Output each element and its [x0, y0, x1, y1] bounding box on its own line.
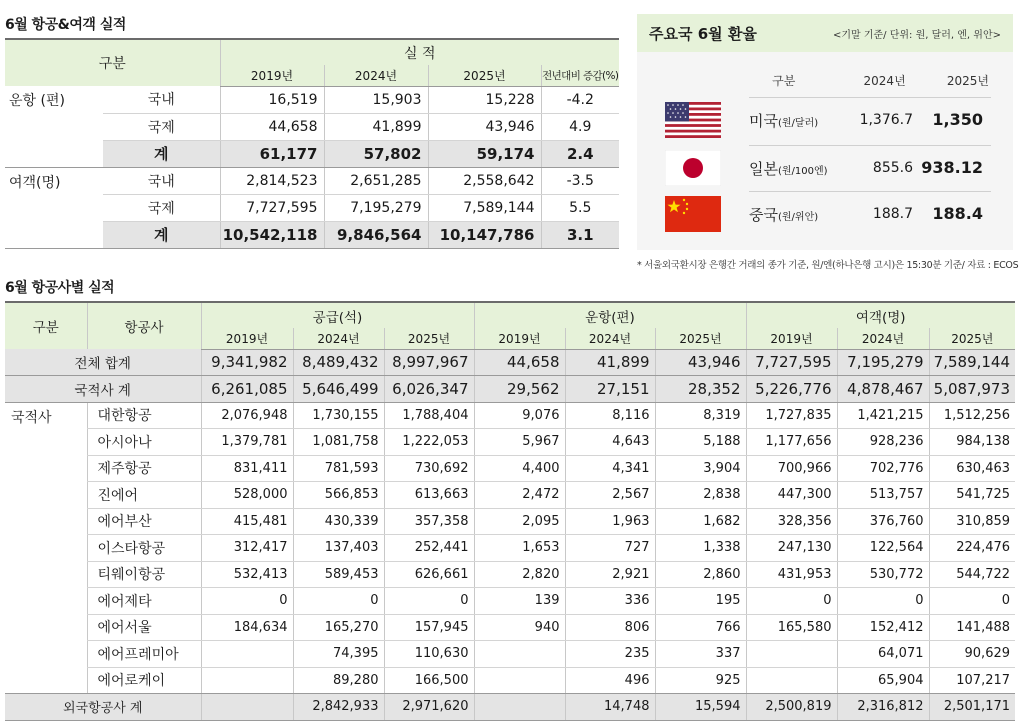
value-cell: 0	[929, 588, 1015, 615]
value-cell: 0	[201, 588, 293, 615]
value-cell: 152,412	[837, 614, 929, 641]
header2-year: 2024년	[837, 328, 929, 349]
value-2024: 57,802	[324, 140, 428, 167]
airline-row	[5, 482, 1015, 509]
value-cell: 415,481	[201, 508, 293, 535]
row-label: 국내	[103, 86, 220, 113]
value-2024: 15,903	[324, 86, 428, 113]
value-cell: 195	[655, 588, 746, 615]
value-cell: 41,899	[565, 349, 655, 376]
airline-results-table	[5, 301, 1015, 721]
header2-category: 구분	[5, 302, 87, 349]
exchange-rate-panel	[637, 14, 1013, 250]
fx-row-usa	[637, 98, 1013, 142]
airline-row	[5, 508, 1015, 535]
value-cell: 613,663	[384, 482, 474, 509]
value-2019: 44,658	[220, 113, 324, 140]
header-year-2025: 2025년	[428, 65, 541, 86]
airline-row	[5, 455, 1015, 482]
value-cell: 65,904	[837, 667, 929, 694]
value-cell: 0	[746, 588, 837, 615]
value-cell: 5,226,776	[746, 376, 837, 403]
value-2024: 7,195,279	[324, 194, 428, 221]
value-2019: 61,177	[220, 140, 324, 167]
fx-usa-2025: 1,350	[932, 110, 983, 129]
header-year-2024: 2024년	[324, 65, 428, 86]
header2-supply: 공급(석)	[201, 302, 474, 328]
value-cell: 1,682	[655, 508, 746, 535]
value-cell	[474, 667, 565, 694]
value-cell	[201, 641, 293, 668]
china-flag-icon	[665, 196, 721, 232]
value-cell: 5,188	[655, 429, 746, 456]
value-cell: 7,727,595	[746, 349, 837, 376]
value-cell: 1,338	[655, 535, 746, 562]
results-row	[5, 86, 619, 113]
value-cell: 247,130	[746, 535, 837, 562]
value-cell: 1,222,053	[384, 429, 474, 456]
value-cell: 727	[565, 535, 655, 562]
value-cell: 496	[565, 667, 655, 694]
value-cell: 224,476	[929, 535, 1015, 562]
value-change: 2.4	[541, 140, 619, 167]
value-cell: 28,352	[655, 376, 746, 403]
value-cell: 630,463	[929, 455, 1015, 482]
value-cell: 4,341	[565, 455, 655, 482]
value-cell: 252,441	[384, 535, 474, 562]
value-2025: 7,589,144	[428, 194, 541, 221]
airline-row	[5, 614, 1015, 641]
value-cell: 6,261,085	[201, 376, 293, 403]
section-title-monthly-results: 6월 항공&여객 실적	[5, 17, 126, 33]
fx-country-usa: 미국(원/달러)	[749, 112, 819, 130]
value-2025: 2,558,642	[428, 167, 541, 194]
group-label: 여객(명)	[5, 167, 103, 248]
value-cell: 44,658	[474, 349, 565, 376]
row-label: 외국항공사 계	[5, 694, 201, 721]
header2-year: 2025년	[655, 328, 746, 349]
value-cell: 1,963	[565, 508, 655, 535]
value-2025: 10,147,786	[428, 221, 541, 248]
value-cell: 27,151	[565, 376, 655, 403]
value-cell: 336	[565, 588, 655, 615]
value-cell: 2,095	[474, 508, 565, 535]
fx-row-china	[637, 192, 1013, 236]
airline-row	[5, 535, 1015, 562]
value-cell: 1,421,215	[837, 402, 929, 429]
value-2019: 7,727,595	[220, 194, 324, 221]
value-cell: 1,788,404	[384, 402, 474, 429]
value-cell: 2,567	[565, 482, 655, 509]
japan-flag-icon	[665, 150, 721, 186]
value-cell: 312,417	[201, 535, 293, 562]
fx-usa-2024: 1,376.7	[859, 112, 913, 128]
value-cell	[474, 641, 565, 668]
value-cell: 122,564	[837, 535, 929, 562]
value-cell: 157,945	[384, 614, 474, 641]
value-change: 3.1	[541, 221, 619, 248]
airline-name: 제주항공	[87, 455, 201, 482]
value-cell: 137,403	[293, 535, 384, 562]
value-change: -4.2	[541, 86, 619, 113]
value-cell: 2,860	[655, 561, 746, 588]
value-cell: 5,646,499	[293, 376, 384, 403]
value-cell: 2,921	[565, 561, 655, 588]
value-cell: 8,997,967	[384, 349, 474, 376]
value-cell: 626,661	[384, 561, 474, 588]
value-cell: 2,838	[655, 482, 746, 509]
fx-col-2024: 2024년	[863, 74, 906, 88]
fx-country-china: 중국(원/위안)	[749, 206, 819, 224]
header2-airline: 항공사	[87, 302, 201, 349]
value-cell: 4,643	[565, 429, 655, 456]
fx-japan-2025: 938.12	[921, 158, 983, 177]
value-cell: 0	[293, 588, 384, 615]
value-cell: 5,967	[474, 429, 565, 456]
value-cell: 8,319	[655, 402, 746, 429]
value-cell: 806	[565, 614, 655, 641]
airline-row	[5, 561, 1015, 588]
header2-year: 2025년	[929, 328, 1015, 349]
airline-name: 에어제타	[87, 588, 201, 615]
airline-row	[5, 641, 1015, 668]
row-label: 국제	[103, 113, 220, 140]
header2-year: 2019년	[474, 328, 565, 349]
value-cell: 235	[565, 641, 655, 668]
value-cell: 8,116	[565, 402, 655, 429]
header2-year: 2019년	[746, 328, 837, 349]
header-category: 구분	[5, 39, 220, 86]
value-2025: 43,946	[428, 113, 541, 140]
value-cell: 2,842,933	[293, 694, 384, 721]
value-change: -3.5	[541, 167, 619, 194]
fx-china-2025: 188.4	[932, 204, 983, 223]
exchange-rate-note: * 서울외국환시장 은행간 거래의 종가 기준, 원/엔(하나은행 고시)은 15:30분 기준/ 자료 : ECOS	[637, 260, 1019, 271]
row-label: 국내	[103, 167, 220, 194]
value-2025: 59,174	[428, 140, 541, 167]
value-cell: 1,512,256	[929, 402, 1015, 429]
fx-china-2024: 188.7	[872, 206, 913, 222]
fx-col-2025: 2025년	[946, 74, 989, 88]
value-2019: 16,519	[220, 86, 324, 113]
value-cell: 2,820	[474, 561, 565, 588]
value-cell: 5,087,973	[929, 376, 1015, 403]
value-cell: 532,413	[201, 561, 293, 588]
header-yoy-change: 전년대비 증감(%)	[541, 65, 619, 86]
value-cell: 166,500	[384, 667, 474, 694]
value-cell: 513,757	[837, 482, 929, 509]
value-cell: 566,853	[293, 482, 384, 509]
airline-row	[5, 588, 1015, 615]
value-cell: 6,026,347	[384, 376, 474, 403]
airline-name: 에어로케이	[87, 667, 201, 694]
value-cell: 766	[655, 614, 746, 641]
value-cell: 15,594	[655, 694, 746, 721]
value-cell: 29,562	[474, 376, 565, 403]
value-change: 4.9	[541, 113, 619, 140]
value-cell: 530,772	[837, 561, 929, 588]
value-cell: 165,270	[293, 614, 384, 641]
value-cell: 589,453	[293, 561, 384, 588]
value-cell	[474, 694, 565, 721]
value-cell: 544,722	[929, 561, 1015, 588]
value-cell: 528,000	[201, 482, 293, 509]
value-cell: 357,358	[384, 508, 474, 535]
value-change: 5.5	[541, 194, 619, 221]
exchange-rate-title: 주요국 6월 환율	[649, 24, 757, 43]
value-cell: 2,472	[474, 482, 565, 509]
group-label: 운항 (편)	[5, 86, 103, 167]
us-flag-icon	[665, 102, 721, 138]
airline-name: 아시아나	[87, 429, 201, 456]
domestic-total-row	[5, 376, 1015, 403]
flight-passenger-results-table	[5, 38, 619, 249]
value-cell	[746, 641, 837, 668]
value-cell: 700,966	[746, 455, 837, 482]
value-2024: 41,899	[324, 113, 428, 140]
value-2024: 9,846,564	[324, 221, 428, 248]
row-label: 계	[103, 140, 220, 167]
value-cell: 984,138	[929, 429, 1015, 456]
value-cell: 541,725	[929, 482, 1015, 509]
value-cell: 3,904	[655, 455, 746, 482]
exchange-rate-columns	[749, 72, 989, 89]
header2-year: 2019년	[201, 328, 293, 349]
airline-name: 에어부산	[87, 508, 201, 535]
value-cell: 376,760	[837, 508, 929, 535]
fx-country-japan: 일본(원/100엔)	[749, 160, 828, 178]
section-title-airline-results: 6월 항공사별 실적	[5, 280, 115, 296]
value-cell: 0	[384, 588, 474, 615]
value-2025: 15,228	[428, 86, 541, 113]
value-cell: 928,236	[837, 429, 929, 456]
value-cell: 328,356	[746, 508, 837, 535]
value-cell: 2,076,948	[201, 402, 293, 429]
header2-year: 2025년	[384, 328, 474, 349]
value-cell: 730,692	[384, 455, 474, 482]
value-cell: 447,300	[746, 482, 837, 509]
header-year-2019: 2019년	[220, 65, 324, 86]
value-cell: 1,653	[474, 535, 565, 562]
value-cell: 74,395	[293, 641, 384, 668]
value-cell: 8,489,432	[293, 349, 384, 376]
value-cell: 184,634	[201, 614, 293, 641]
value-cell: 337	[655, 641, 746, 668]
fx-row-japan	[637, 146, 1013, 190]
value-cell	[201, 694, 293, 721]
header2-passengers: 여객(명)	[746, 302, 1015, 328]
value-cell: 7,589,144	[929, 349, 1015, 376]
airline-name: 진에어	[87, 482, 201, 509]
value-cell: 7,195,279	[837, 349, 929, 376]
value-cell: 1,081,758	[293, 429, 384, 456]
value-cell: 1,379,781	[201, 429, 293, 456]
value-cell: 310,859	[929, 508, 1015, 535]
value-cell: 702,776	[837, 455, 929, 482]
value-cell: 64,071	[837, 641, 929, 668]
header2-year: 2024년	[565, 328, 655, 349]
fx-japan-2024: 855.6	[872, 160, 913, 176]
row-label: 계	[103, 221, 220, 248]
airline-name: 에어프레미아	[87, 641, 201, 668]
value-cell: 1,727,835	[746, 402, 837, 429]
row-label: 전체 합계	[5, 349, 201, 376]
value-cell: 89,280	[293, 667, 384, 694]
header2-year: 2024년	[293, 328, 384, 349]
value-cell: 110,630	[384, 641, 474, 668]
header-results: 실 적	[220, 39, 619, 65]
value-cell: 2,500,819	[746, 694, 837, 721]
header2-flights: 운항(편)	[474, 302, 746, 328]
value-cell: 90,629	[929, 641, 1015, 668]
value-cell: 925	[655, 667, 746, 694]
value-cell: 14,748	[565, 694, 655, 721]
value-cell	[201, 667, 293, 694]
value-cell	[746, 667, 837, 694]
foreign-total-row	[5, 694, 1015, 721]
value-2019: 2,814,523	[220, 167, 324, 194]
airline-row	[5, 402, 1015, 429]
value-cell: 1,730,155	[293, 402, 384, 429]
airline-name: 대한항공	[87, 402, 201, 429]
value-cell: 430,339	[293, 508, 384, 535]
value-cell: 107,217	[929, 667, 1015, 694]
airline-name: 에어서울	[87, 614, 201, 641]
value-cell: 165,580	[746, 614, 837, 641]
value-cell: 1,177,656	[746, 429, 837, 456]
value-cell: 781,593	[293, 455, 384, 482]
value-cell: 0	[837, 588, 929, 615]
airline-row	[5, 429, 1015, 456]
value-cell: 2,316,812	[837, 694, 929, 721]
row-label: 국제	[103, 194, 220, 221]
value-cell: 43,946	[655, 349, 746, 376]
value-cell: 940	[474, 614, 565, 641]
value-cell: 4,400	[474, 455, 565, 482]
value-cell: 431,953	[746, 561, 837, 588]
value-cell: 2,501,171	[929, 694, 1015, 721]
airline-row	[5, 667, 1015, 694]
airline-name: 티웨이항공	[87, 561, 201, 588]
airline-name: 이스타항공	[87, 535, 201, 562]
grand-total-row	[5, 349, 1015, 376]
value-cell: 139	[474, 588, 565, 615]
group-label: 국적사	[5, 402, 87, 694]
exchange-rate-unit: <기말 기준/ 단위: 원, 달러, 엔, 위안>	[832, 29, 1001, 41]
row-label: 국적사 계	[5, 376, 201, 403]
value-cell: 141,488	[929, 614, 1015, 641]
value-cell: 9,341,982	[201, 349, 293, 376]
results-row	[5, 167, 619, 194]
value-2024: 2,651,285	[324, 167, 428, 194]
value-cell: 9,076	[474, 402, 565, 429]
value-cell: 831,411	[201, 455, 293, 482]
value-2019: 10,542,118	[220, 221, 324, 248]
value-cell: 2,971,620	[384, 694, 474, 721]
value-cell: 4,878,467	[837, 376, 929, 403]
fx-col-category: 구분	[772, 74, 796, 88]
exchange-rate-header	[637, 14, 1013, 52]
